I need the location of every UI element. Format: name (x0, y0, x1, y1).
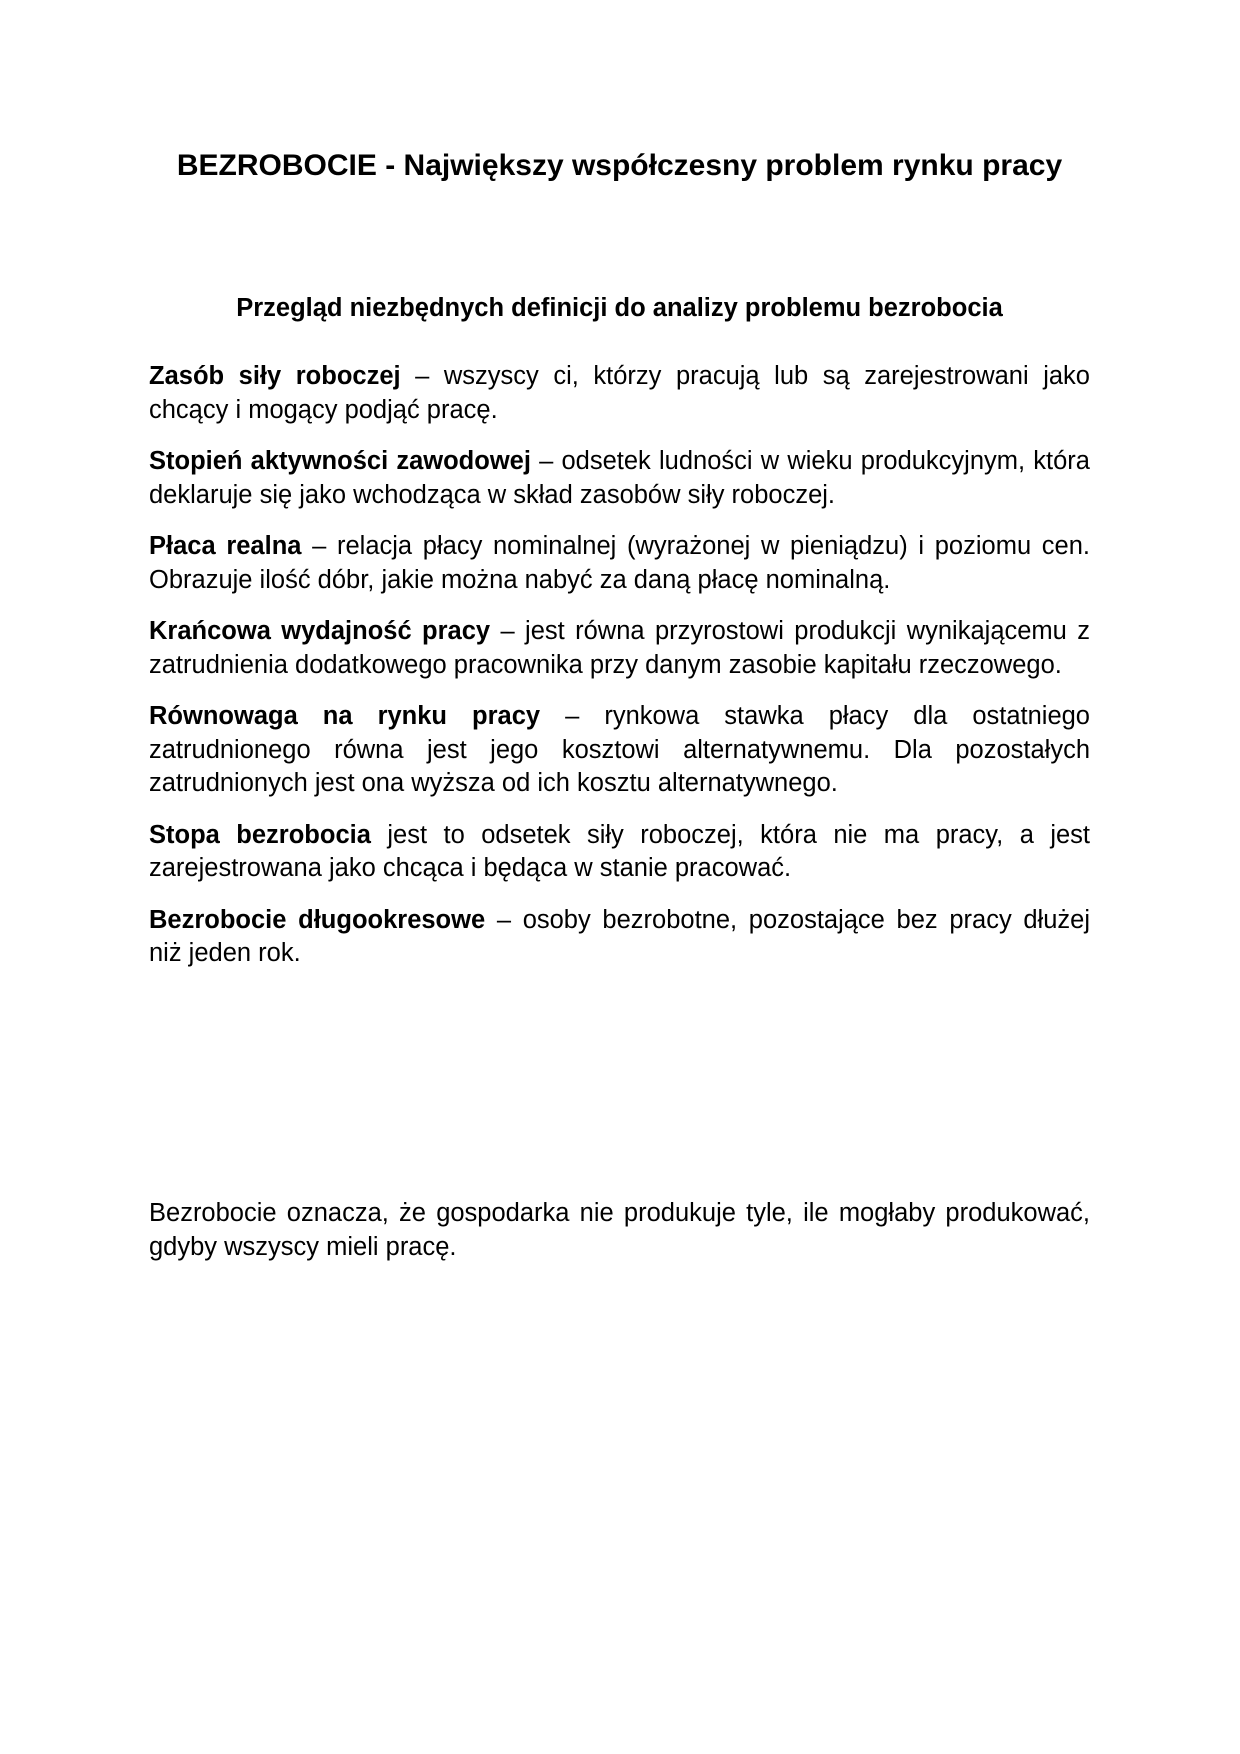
section-subtitle: Przegląd niezbędnych definicji do analizy problemu bezrobocia (236, 294, 1003, 322)
definition-term: Płaca realna (149, 532, 302, 560)
definition-term: Stopa bezrobocia (149, 820, 371, 849)
definition-term: Zasób siły roboczej (149, 362, 401, 390)
definition-term: Bezrobocie długookresowe (149, 905, 486, 934)
definitions-list (149, 360, 1090, 989)
definition-text: – rynkowa stawka płacy dla ostatniego zatrudnionego równa jest jego kosztowi alternatywnemu. Dla pozostałych zatrudnionych jest ona wyższa od ich kosztu alternatywnego. (149, 702, 1090, 797)
definition (149, 615, 1090, 682)
definition (149, 819, 1090, 886)
definition (149, 530, 1090, 597)
document-title: BEZROBOCIE - Największy współczesny problem rynku pracy (176, 149, 1063, 182)
definition-text: jest to odsetek siły roboczej, która nie ma pracy, a jest zarejestrowana jako chcąca i będąca w stanie pracować. (149, 820, 1091, 882)
definition (149, 700, 1090, 801)
closing-paragraph: Bezrobocie oznacza, że gospodarka nie produkuje tyle, ile mogłaby produkować, gdyby wszyscy mieli pracę. (149, 1199, 1090, 1261)
definition-text: – jest równa przyrostowi produkcji wynikającemu z zatrudnienia dodatkowego pracownika przy danym zasobie kapitału rzeczowego. (149, 617, 1090, 679)
definition (149, 360, 1090, 427)
definition-term: Krańcowa wydajność pracy (149, 617, 491, 645)
definition (149, 904, 1090, 971)
definition-text: – relacja płacy nominalnej (wyrażonej w pieniądzu) i poziomu cen. Obrazuje ilość dóbr, jakie można nabyć za daną płacę nominalną. (149, 532, 1090, 594)
definition-text: – osoby bezrobotne, pozostające bez pracy dłużej niż jeden rok. (149, 905, 1090, 967)
definition-term: Równowaga na rynku pracy (149, 702, 541, 730)
definition (149, 445, 1090, 512)
definition-text: – wszyscy ci, którzy pracują lub są zarejestrowani jako chcący i mogący podjąć pracę. (149, 362, 1090, 424)
definition-text: – odsetek ludności w wieku produkcyjnym, która deklaruje się jako wchodząca w skład zasobów siły roboczej. (149, 447, 1090, 509)
definition-term: Stopień aktywności zawodowej (149, 447, 531, 475)
